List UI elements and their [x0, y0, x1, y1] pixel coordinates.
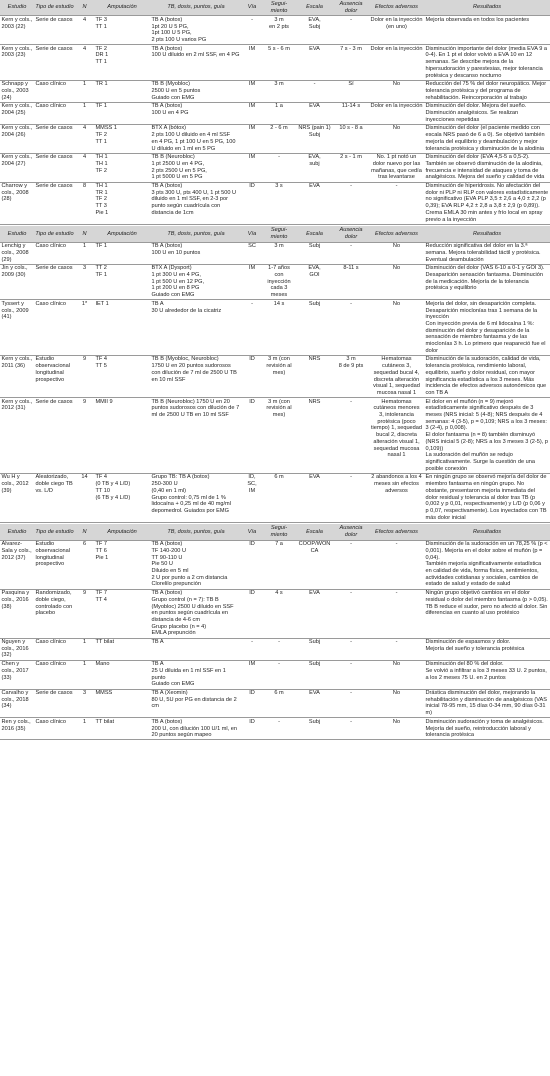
- header-n: N: [75, 0, 94, 16]
- cell-amputation: IET 1: [94, 300, 150, 356]
- cell-treatment: TB A (botox) 3 pts 300 U, pts 400 U, 1 pt 500 U diluido en 1 ml SSF, en 2-3 por punto según cuadrícula con distancia de 1cm: [150, 182, 242, 224]
- cell-treatment: TB A (botox) 100 U en 4 PG: [150, 102, 242, 124]
- table-row: [0, 638, 550, 660]
- cell-amputation: TF 3 TT 1: [94, 16, 150, 45]
- cell-n: 4: [75, 153, 94, 182]
- cell-route: ID: [242, 398, 262, 474]
- cell-treatment: TB A 30 U alrededor de la cicatriz: [150, 300, 242, 356]
- cell-study: Charrow y cols., 2008 (28): [0, 182, 34, 224]
- cell-study: Kern y cols., 2004 (27): [0, 153, 34, 182]
- cell-study-type: Serie de casos: [34, 182, 75, 224]
- cell-study-type: Serie de casos: [34, 153, 75, 182]
- table-row: [0, 718, 550, 740]
- cell-study: Kern y cols., 2003 (22): [0, 16, 34, 45]
- header-scale: Escala: [296, 524, 333, 540]
- cell-study-type: Serie de casos: [34, 689, 75, 718]
- cell-route: ID: [242, 355, 262, 397]
- cell-route: SC: [242, 242, 262, 264]
- cell-scale: Subj: [296, 718, 333, 740]
- header-amputation: Amputación: [94, 524, 150, 540]
- cell-study-type: Caso clínico: [34, 102, 75, 124]
- cell-adverse-effects: -: [369, 182, 424, 224]
- cell-study-type: Serie de casos: [34, 45, 75, 81]
- cell-scale: EVA: [296, 689, 333, 718]
- group-b-body: [0, 242, 550, 522]
- cell-study: Nguyen y cols., 2016 (32): [0, 638, 34, 660]
- cell-treatment: TB A (botox) TF 140-200 U TT 90-110 U Pie 50 U Diluido en 5 ml 2 U por punto a 2 cm distancia Clorelilo prepunción: [150, 540, 242, 589]
- header-adverse-effects: Efectos adversos: [369, 226, 424, 242]
- cell-study-type: Randomizado, doble ciego, controlado con placebo: [34, 589, 75, 638]
- header-scale: Escala: [296, 226, 333, 242]
- cell-followup: -: [262, 718, 296, 740]
- cell-route: -: [242, 300, 262, 356]
- header-amputation: Amputación: [94, 0, 150, 16]
- cell-n: 1: [75, 718, 94, 740]
- table-row: [0, 153, 550, 182]
- header-treatment: TB, dosis, puntos, guía: [150, 226, 242, 242]
- cell-followup: 3 m: [262, 80, 296, 102]
- cell-n: 3: [75, 264, 94, 300]
- cell-study: Álvarez-Sala y cols., 2012 (37): [0, 540, 34, 589]
- cell-route: ID: [242, 589, 262, 638]
- header-followup: Segui-miento: [262, 524, 296, 540]
- header-route: Vía: [242, 524, 262, 540]
- cell-pain-free: -: [333, 300, 369, 356]
- cell-treatment: BTX A (bótox) 2 pts 100 U diluido en 4 ml SSF en 4 PG, 1 pt 100 U en 5 PG, 100 U diluido en 1 ml en 5 PG: [150, 124, 242, 153]
- table-row: [0, 355, 550, 397]
- cell-adverse-effects: 2 abandonos a los 4 meses sin efectos adversos: [369, 473, 424, 522]
- cell-scale: EVA: [296, 102, 333, 124]
- cell-scale: Subj: [296, 660, 333, 689]
- header-results: Resultados: [424, 524, 550, 540]
- cell-study: Wu H y cols., 2012 (39): [0, 473, 34, 522]
- cell-scale: COOP/WONCA: [296, 540, 333, 589]
- table-row: [0, 45, 550, 81]
- cell-route: IM: [242, 660, 262, 689]
- header-row: [0, 226, 550, 242]
- cell-results: Disminución del dolor (EVA 4,5-5 a 0,5-2). También se observó disminución de la alodinia, frecuencia e intensidad de ataques y toma de analgésicos. Mejora del sueño y calidad de vida: [424, 153, 550, 182]
- cell-adverse-effects: No: [369, 660, 424, 689]
- header-pain-free: Ausencia dolor: [333, 0, 369, 16]
- cell-amputation: TF 2 DR 1 TT 1: [94, 45, 150, 81]
- cell-study: Chen y cols., 2017 (33): [0, 660, 34, 689]
- cell-route: -: [242, 16, 262, 45]
- cell-scale: EVA, Subj: [296, 16, 333, 45]
- cell-n: 1: [75, 80, 94, 102]
- cell-treatment: TB A (botox) 100 U diluido en 2 ml SSF, en 4 PG: [150, 45, 242, 81]
- cell-study: Jin y cols., 2009 (30): [0, 264, 34, 300]
- cell-amputation: TF 4 (0 TB y 4 L/D) TT 10 (6 TB y 4 L/D): [94, 473, 150, 522]
- cell-scale: EVA, GOI: [296, 264, 333, 300]
- header-study-type: Tipo de estudio: [34, 524, 75, 540]
- cell-followup: 1-7 años con inyección cada 3 meses: [262, 264, 296, 300]
- cell-amputation: MMII 9: [94, 398, 150, 474]
- cell-amputation: TH 1 TH 1 TF 2: [94, 153, 150, 182]
- cell-followup: 3 m: [262, 242, 296, 264]
- cell-adverse-effects: -: [369, 589, 424, 638]
- cell-route: ID, SC, IM: [242, 473, 262, 522]
- header-scale: Escala: [296, 0, 333, 16]
- cell-route: IM: [242, 45, 262, 81]
- cell-scale: NRS: [296, 355, 333, 397]
- cell-treatment: TB A (botox) Grupo control (n = 7): TB B (Myobloc) 2500 U diluido en SSF en puntos según cuadrícula en distancia de 4-6 cm Grupo placebo (n = 4) EMLA prepunción: [150, 589, 242, 638]
- cell-pain-free: -: [333, 16, 369, 45]
- cell-route: ID: [242, 540, 262, 589]
- cell-scale: EVA: [296, 45, 333, 81]
- cell-study-type: Caso clínico: [34, 638, 75, 660]
- cell-results: Reducción del 75 % del dolor neuropático. Mejor tolerancia protésica y del programa de rehabilitación. Reincorporación al trabajo: [424, 80, 550, 102]
- cell-treatment: TB A (botox) 100 U en 10 puntos: [150, 242, 242, 264]
- header-results: Resultados: [424, 226, 550, 242]
- cell-n: 9: [75, 589, 94, 638]
- cell-amputation: TF 1: [94, 242, 150, 264]
- cell-treatment: Grupo TB: TB A (botox) 250-300 U (0,40 en 1 ml) Grupo control: 0,75 ml de 1 % lidocaína + 0,25 ml de 40 mg/ml depomedrol. Guiados por EMG: [150, 473, 242, 522]
- cell-study-type: Caso clínico: [34, 80, 75, 102]
- table-row: [0, 540, 550, 589]
- cell-followup: 3 m en 2 pts: [262, 16, 296, 45]
- cell-results: Disminución del dolor. Mejora del sueño. Disminución analgésicos. Se realizan inyecciones repetidas: [424, 102, 550, 124]
- group-a-body: [0, 16, 550, 224]
- header-study: Estudio: [0, 226, 34, 242]
- cell-route: IM: [242, 264, 262, 300]
- cell-amputation: TT bilat: [94, 638, 150, 660]
- cell-study: Kern y cols., 2004 (25): [0, 102, 34, 124]
- cell-study: Kern y cols., 2003 (23): [0, 45, 34, 81]
- header-row: [0, 524, 550, 540]
- cell-adverse-effects: No: [369, 718, 424, 740]
- cell-followup: 6 m: [262, 689, 296, 718]
- cell-scale: Subj: [296, 300, 333, 356]
- cell-route: ID: [242, 689, 262, 718]
- cell-study: Kern y cols., 2012 (31): [0, 398, 34, 474]
- cell-amputation: TT bilat: [94, 718, 150, 740]
- cell-adverse-effects: No: [369, 80, 424, 102]
- cell-adverse-effects: -: [369, 638, 424, 660]
- header-results: Resultados: [424, 0, 550, 16]
- cell-results: Disminución de hiperidrosis. No afectación del dolor ni PLP ni RLP con valores estadísticamente no significativo (EVA PLP 3,5 ± 2,6 a 4,0 ± 2,2 (p 0,39); EVA RLP 4,2 ± 2,8 a 3,8 ± 2,9 (p 0,89)). Crema EMLA 30 min antes y frío local en spray previo a la inyección: [425, 183, 549, 223]
- cell-results: Ningún grupo objetivó cambios en el dolor residual o dolor del miembro fantasma (p > 0,05). TB B reduce el sudor, pero no afectó al dolor. Sin diferencias en cuanto al uso protésico: [424, 589, 550, 638]
- cell-treatment: TB A (Xeomin) 80 U, 5U por PG en distancia de 2 cm: [150, 689, 242, 718]
- cell-followup: 5 s - 6 m: [262, 45, 296, 81]
- cell-adverse-effects: No: [369, 300, 424, 356]
- header-followup: Segui-miento: [262, 0, 296, 16]
- cell-adverse-effects: No. 1 pt notó un dolor nuevo por las mañanas, que cedía tras levantarse: [369, 153, 424, 182]
- cell-pain-free: -: [333, 182, 369, 224]
- header-n: N: [75, 524, 94, 540]
- cell-pain-free: -: [333, 689, 369, 718]
- header-pain-free: Ausencia dolor: [333, 524, 369, 540]
- cell-treatment: TB B (Neurobloc) 1750 U en 20 puntos sudorosos con dilución de 7 ml de 2500 U TB en 10 ml SSF: [150, 398, 242, 474]
- table-row: [0, 689, 550, 718]
- cell-route: IM: [242, 153, 262, 182]
- cell-scale: EVA: [296, 473, 333, 522]
- header-route: Vía: [242, 0, 262, 16]
- cell-followup: -: [262, 638, 296, 660]
- cell-route: ID: [242, 182, 262, 224]
- cell-amputation: TT 2 TF 1: [94, 264, 150, 300]
- cell-n: 6: [75, 540, 94, 589]
- cell-amputation: MMSS: [94, 689, 150, 718]
- cell-study-type: Estudio observacional longitudinal prospectivo: [34, 540, 75, 589]
- header-n: N: [75, 226, 94, 242]
- header-study: Estudio: [0, 524, 34, 540]
- cell-scale: EVA: [296, 182, 333, 224]
- cell-pain-free: 10 s - 8 a: [333, 124, 369, 153]
- cell-adverse-effects: Dolor en la inyección: [369, 102, 424, 124]
- cell-results: Disminución del dolor (el paciente medido con escala NRS pasó de 6 a 0). Se objetivó también mejoría del equilibrio y deambulación y mejor tolerancia protésica y disminución de la alodinia: [424, 124, 550, 153]
- cell-amputation: TF 7 TT 4: [94, 589, 150, 638]
- cell-results: El dolor en el muñón (n = 9) mejoró estadísticamente significativo después de 3 meses (NRS inicial: 5 (4-8); NRS después de 4 semanas: 4 (3-5), p = 0,109; NRS a los 3 meses: 3 (2-4), p 0,008). El dolor fantasma (n = 8) también disminuyó (NRS inicial 5 (2-8); NRS a los 3 meses 3 (2-5), p 0,109)) La sudoración del muñón se redujo significativamente. Surge la cuestión de una posible conexión: [424, 398, 550, 474]
- table-row: [0, 264, 550, 300]
- cell-pain-free: -: [333, 718, 369, 740]
- cell-followup: 3 m (con revisión al mes): [262, 398, 296, 474]
- cell-amputation: TF 1: [94, 102, 150, 124]
- cell-adverse-effects: No: [369, 124, 424, 153]
- cell-pain-free: Sí: [333, 80, 369, 102]
- cell-amputation: TH 1 TR 1 TF 2 TT 3 Pie 1: [94, 182, 150, 224]
- cell-treatment: TB B (Myobloc) 2500 U en 5 puntos Guiado con EMG: [150, 80, 242, 102]
- cell-treatment: TB A (botox) 200 U, con dilución 100 U/1 ml, en 20 puntos según mapeo: [150, 718, 242, 740]
- header-study: Estudio: [0, 0, 34, 16]
- cell-results: Disminución importante del dolor (media EVA 9 a 0-4). En 1 pt el dolor volvió a EVA 10 en 12 semanas. Se describe mejora de la hipersudoración y parestesias, mejor tolerancia protésica y descanso nocturno: [424, 45, 550, 81]
- cell-study-type: Caso clínico: [34, 242, 75, 264]
- cell-study-type: Serie de casos: [34, 264, 75, 300]
- cell-n: 9: [75, 355, 94, 397]
- cell-n: 1: [75, 660, 94, 689]
- cell-results: Mejoría observada en todos los pacientes: [424, 16, 550, 45]
- cell-study: Ren y cols., 2016 (35): [0, 718, 34, 740]
- cell-n: 4: [75, 124, 94, 153]
- cell-route: IM: [242, 102, 262, 124]
- cell-pain-free: -: [333, 540, 369, 589]
- header-amputation: Amputación: [94, 226, 150, 242]
- cell-study-type: Caso clínico: [34, 300, 75, 356]
- cell-scale: EVA: [296, 589, 333, 638]
- cell-adverse-effects: Hematomas cutáneos 3, sequedad bucal 4, discreta alteración visual 1, sequedad mucosa nasal 1: [369, 355, 424, 397]
- cell-scale: Subj: [296, 242, 333, 264]
- cell-results: Disminución de la sudoración, calidad de vida, tolerancia protésica, rendimiento laboral, equilibrio, sueño y dolor residual, con mayor significancia estadística a los 3 meses. Más incidencia de efectos adversos autonómicos que con TB A: [424, 355, 550, 397]
- header-adverse-effects: Efectos adversos: [369, 0, 424, 16]
- cell-results: En ningún grupo se observó mejoría del dolor de miembro fantasma en ningún grupo. No obstante, presentaron mejoría inmediata del dolor residual y tolerancia al dolor tras TB (p 0,002 y p 0,01, respectivamente) y L/D (p 0,06 y p 0,07, respectivamente). Los inyectados con TB más dolor inicial: [424, 473, 550, 522]
- cell-results: Disminución de espasmos y dolor. Mejoría del sueño y tolerancia protésica: [424, 638, 550, 660]
- cell-study-type: Serie de casos: [34, 124, 75, 153]
- header-treatment: TB, dosis, puntos, guía: [150, 0, 242, 16]
- header-treatment: TB, dosis, puntos, guía: [150, 524, 242, 540]
- header-adverse-effects: Efectos adversos: [369, 524, 424, 540]
- header-study-type: Tipo de estudio: [34, 0, 75, 16]
- header-row: [0, 0, 550, 16]
- group-c-body: [0, 540, 550, 740]
- cell-route: -: [242, 638, 262, 660]
- cell-n: 1: [75, 242, 94, 264]
- cell-scale: -: [296, 80, 333, 102]
- cell-study: Kern y cols., 2004 (26): [0, 124, 34, 153]
- cell-n: 1: [75, 638, 94, 660]
- cell-results: Disminución sudoración y toma de analgésicos. Mejoría del sueño, reintroducción laboral y tolerancia protésica: [424, 718, 550, 740]
- table-row: [0, 242, 550, 264]
- cell-adverse-effects: Dolor en la inyección (en uno): [369, 16, 424, 45]
- header-pain-free: Ausencia dolor: [333, 226, 369, 242]
- cell-n: 1: [75, 102, 94, 124]
- cell-route: ID: [242, 718, 262, 740]
- cell-pain-free: -: [333, 589, 369, 638]
- cell-amputation: Mano: [94, 660, 150, 689]
- cell-pain-free: 7 s - 3 m: [333, 45, 369, 81]
- cell-n: 1*: [75, 300, 94, 356]
- cell-followup: 3 m (con revisión al mes): [262, 355, 296, 397]
- cell-n: 3: [75, 689, 94, 718]
- cell-results: Mejoría del dolor, sin desaparición completa. Desaparición mioclonías tras 1 semana de la inyección Con inyección previa de 6 ml lidocaína 1 %: disminución del dolor y desaparición de la sensación de miembro fantasma y de las mioclonías 3 h. Lo primero que reapareció fue el dolor: [424, 300, 550, 356]
- cell-n: 4: [75, 45, 94, 81]
- cell-adverse-effects: -: [369, 540, 424, 589]
- cell-followup: 3 s: [262, 182, 296, 224]
- cell-amputation: TF 4 TT 5: [94, 355, 150, 397]
- table-row: [0, 398, 550, 474]
- cell-amputation: TF 7 TT 6 Pie 1: [94, 540, 150, 589]
- table-row: [0, 182, 550, 224]
- cell-results: Disminución de la sudoración en un 78,25 % (p < 0,001). Mejoría en el dolor sobre el muñón (p = 0,04). También mejoría significativamente estadística en calidad de vida, forma física, sentimientos, actividades cotidianas y sociales, cambios de estado de salud y estado de salud: [424, 540, 550, 589]
- table-row: [0, 660, 550, 689]
- cell-followup: 4 s: [262, 589, 296, 638]
- cell-pain-free: -: [333, 638, 369, 660]
- cell-route: IM: [242, 80, 262, 102]
- cell-amputation: MMSS 1 TF 2 TT 1: [94, 124, 150, 153]
- cell-pain-free: 8-11 s: [333, 264, 369, 300]
- cell-adverse-effects: No: [369, 689, 424, 718]
- cell-study: Lenchig y cols., 2008 (29): [0, 242, 34, 264]
- cell-scale: EVA, subj: [296, 153, 333, 182]
- cell-adverse-effects: Hematomas cutáneos menores 3, intolerancia protésica (poco tiempo) 1, sequedad bucal 2, discreta alteración visual 1, sequedad mucosa nasal 1: [369, 398, 424, 474]
- cell-study-type: Caso clínico: [34, 660, 75, 689]
- table-row: [0, 124, 550, 153]
- cell-treatment: BTX A (Dysport) 1 pt 300 U en 4 PG, 1 pt 500 U en 12 PG, 1 pt 200 U en 8 PG Guiado con EMG: [150, 264, 242, 300]
- cell-scale: NRS (pain 1) Subj: [296, 124, 333, 153]
- header-route: Vía: [242, 226, 262, 242]
- cell-pain-free: 11-14 s: [333, 102, 369, 124]
- cell-followup: 14 s: [262, 300, 296, 356]
- header-study-type: Tipo de estudio: [34, 226, 75, 242]
- cell-treatment: TB B (Neurobloc) 1 pt 2500 U en 4 PG, 2 pts 2500 U en 5 PG, 1 pt 5000 U en 5 PG: [150, 153, 242, 182]
- cell-treatment: TB A 25 U diluida en 1 ml SSF en 1 punto Guiado con EMG: [150, 660, 242, 689]
- cell-pain-free: -: [333, 473, 369, 522]
- cell-n: 4: [75, 16, 94, 45]
- cell-treatment: TB A (botox) 1pt 20 U 5 PG, 1pt 100 U 5 PG, 2 pts 100 U varios PG: [150, 16, 242, 45]
- cell-adverse-effects: No: [369, 264, 424, 300]
- cell-study: Pasquina y cols., 2016 (38): [0, 589, 34, 638]
- header-followup: Segui-miento: [262, 226, 296, 242]
- cell-treatment: TB B (Myobloc, Neurobloc) 1750 U en 20 puntos sudorosos con dilución de 7 ml de 2500 U TB en 10 ml SSF: [150, 355, 242, 397]
- cell-adverse-effects: Dolor en la inyección: [369, 45, 424, 81]
- table-row: [0, 589, 550, 638]
- cell-study-type: Serie de casos: [34, 398, 75, 474]
- cell-followup: 1 a: [262, 102, 296, 124]
- cell-pain-free: 3 m 8 de 9 pts: [333, 355, 369, 397]
- cell-pain-free: -: [333, 398, 369, 474]
- cell-followup: 7 a: [262, 540, 296, 589]
- cell-study: Kern y cols., 2011 (36): [0, 355, 34, 397]
- cell-results: Reducción significativa del dolor en la 3.ª semana. Mejora tolerabilidad táctil y protésica. Eventual deambulación: [424, 242, 550, 264]
- table-row: [0, 80, 550, 102]
- cell-results: Disminución del dolor (VAS 6-10 a 0-1 y GOI 3). Desaparición sensación fantasma. Disminución de la medicación. Mejoría de la tolerancia protésica y equilibrio: [424, 264, 550, 300]
- cell-n: 9: [75, 398, 94, 474]
- table-row: [0, 16, 550, 45]
- cell-study: Tyssert y cols., 2009 (41): [0, 300, 34, 356]
- cell-followup: 2 - 6 m: [262, 124, 296, 153]
- cell-followup: -: [262, 660, 296, 689]
- cell-scale: NRS: [296, 398, 333, 474]
- cell-study: Schnapp y cols., 2003 (24): [0, 80, 34, 102]
- table-row: [0, 300, 550, 356]
- cell-n: 8: [75, 182, 94, 224]
- cell-scale: Subj: [296, 638, 333, 660]
- cell-pain-free: 2 s - 1 m: [333, 153, 369, 182]
- cell-route: IM: [242, 124, 262, 153]
- cell-study-type: Aleatorizado, doble ciego TB vs. L/D: [34, 473, 75, 522]
- table-row: [0, 102, 550, 124]
- cell-adverse-effects: No: [369, 242, 424, 264]
- cell-treatment: TB A: [150, 638, 242, 660]
- cell-study: Carvalho y cols., 2018 (34): [0, 689, 34, 718]
- cell-pain-free: -: [333, 242, 369, 264]
- cell-followup: 6 m: [262, 473, 296, 522]
- cell-followup: -: [262, 153, 296, 182]
- cell-study-type: Serie de casos: [34, 16, 75, 45]
- cell-amputation: TR 1: [94, 80, 150, 102]
- cell-results: Disminución del 80 % del dolor. Se volvió a infiltrar a los 3 meses 33 U. 2 puntos, a los 2 meses 75 U. en 2 puntos: [424, 660, 550, 689]
- cell-study-type: Caso clínico: [34, 718, 75, 740]
- cell-n: 14: [75, 473, 94, 522]
- table-row: [0, 473, 550, 522]
- cell-results: Drástica disminución del dolor, mejorando la rehabilitación y disminución de analgésicos (VAS inicial 78-95 mm, 15 días 0-34 mm, 90 días 0-31 m): [424, 689, 550, 718]
- cell-pain-free: -: [333, 660, 369, 689]
- cell-study-type: Estudio observacional longitudinal prospectivo: [34, 355, 75, 397]
